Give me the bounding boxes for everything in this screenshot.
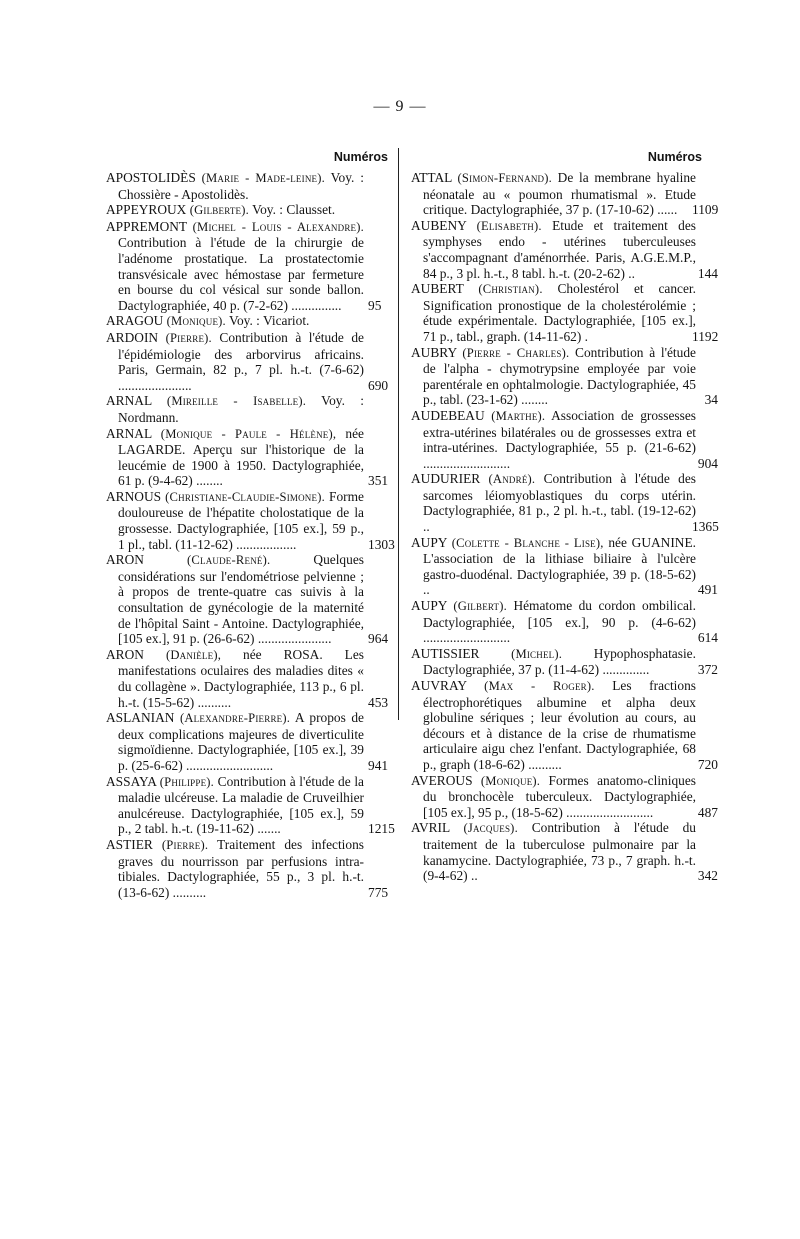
entry-name: AUVRAY: [411, 678, 467, 693]
column-divider: [398, 148, 399, 720]
entry-text: A propos de deux complications majeures de diverticulite sigmoïdienne. Dactylographiée, [105 ex.], 39 p. (25-6-62) ..........................: [118, 710, 364, 773]
index-entry: [106, 393, 364, 425]
entry-text: Hypophosphatasie. Dactylographiée, 37 p. (11-4-62) ..............: [423, 645, 696, 678]
entry-name: AUPY: [411, 534, 447, 550]
index-entry: [106, 646, 389, 710]
entry-forename: (Elisabeth).: [476, 218, 542, 233]
entry-forename: (Max - Roger).: [484, 679, 595, 693]
entry-name: AVEROUS: [411, 772, 473, 788]
index-entry: [411, 344, 718, 408]
right-column: [411, 148, 719, 884]
entry-name: APOSTOLIDÈS: [106, 170, 196, 185]
entry-text: Contribution à l'étude du traitement de la tuberculose pulmonaire par la kanamycine. Dactylographiée, 73 p., 7 graph. h.-t. (9-4-62) ..: [423, 820, 696, 884]
index-entry: [106, 710, 389, 773]
entry-forename: (Jacques).: [463, 821, 518, 836]
entry-name: ARNAL: [106, 425, 152, 441]
entry-text: Contribution à l'étude de la maladie ulcéreuse. La maladie de Cruveilhier anulcéreuse. Dactylographiée, [105 ex.], 59 p., 2 tabl. h.-t. (19-11-62) .......: [118, 773, 364, 837]
entry-forename: (Philippe).: [159, 774, 215, 789]
entry-name: APPREMONT: [106, 218, 187, 234]
index-entry: [411, 217, 718, 281]
entry-name: ASLANIAN: [106, 710, 175, 726]
index-entry: [106, 552, 389, 647]
entry-number: 491: [697, 582, 718, 598]
entry-text: Etude et traitement des symphyses endo - utérines tuberculeuses s'accompagnant d'aménorrhée. Paris, A.G.E.M.P., 84 p., 3 pl. h.-t., 8 tabl. h.-t. (20-2-62) ..: [423, 217, 696, 281]
entry-text: Voy. : Chossière - Apostolidès.: [118, 170, 364, 202]
index-entry: [106, 488, 395, 552]
index-entry: [106, 218, 382, 314]
entry-number: 904: [697, 455, 718, 471]
entry-forename: (Mireille - Isabelle).: [166, 394, 307, 409]
entry-forename: (André).: [488, 472, 536, 487]
index-entry: [411, 598, 718, 646]
entry-number: 34: [704, 392, 718, 408]
entry-text: De la membrane hyaline néonatale au « poumon rhumatismal ». Etude critique. Dactylographiée, 37 p. (17-10-62) ......: [423, 170, 696, 218]
page-number: — 9 —: [373, 98, 427, 115]
entry-name: ARAGOU: [106, 313, 164, 329]
entry-forename: (Gilberte).: [189, 203, 250, 218]
entry-name: ARON: [106, 552, 144, 568]
entry-number: 614: [697, 630, 718, 646]
entry-text: née GUANINE. L'association de la lithiase biliaire à l'ulcère gastro-duodénal. Dactylographiée, 39 p. (18-5-62) ..: [423, 534, 696, 598]
entry-number: 144: [697, 265, 718, 281]
entry-name: APPEYROUX: [106, 202, 187, 218]
entry-forename: (Pierre).: [165, 330, 212, 345]
entry-number: 1365: [692, 519, 719, 535]
entry-forename: (Monique).: [480, 773, 541, 788]
index-entry: [106, 170, 364, 202]
entry-text: Traitement des infections graves du nourrisson par perfusions intra-tibiales. Dactylographiée, 55 p., 3 pl. h.-t. (13-6-62) ..........: [118, 836, 364, 900]
entry-text: Forme douloureuse de l'hépatite cholostatique de la grossesse. Dactylographiée, [105 ex.], 59 p., 1 pl., tabl. (11-12-62) ..................: [118, 488, 364, 552]
entry-forename: (Danièle),: [165, 647, 222, 662]
entry-forename: (Monique).: [166, 314, 226, 329]
entry-number: 453: [368, 694, 389, 710]
entry-number: 1192: [692, 328, 719, 344]
entry-text: Cholestérol et cancer. Signification pronostique de la cholestérolémie ; étude expérimentale. Dactylographiée, [105 ex.], 71 p., tabl., graph. (14-11-62) .: [423, 281, 696, 344]
entry-number: 1109: [692, 202, 719, 218]
entry-number: 487: [697, 804, 718, 820]
entry-text: Voy. : Vicariot.: [229, 313, 310, 329]
left-column: [106, 148, 395, 900]
index-entry: [411, 772, 718, 821]
index-entry: [411, 407, 718, 471]
entry-text: Quelques considérations sur l'endométriose pelvienne ; à propos de trente-quatre cas suivis à la consultation de gynécologie de la maternité de l'hôpital Saint - Antoine. Dactylographiée, [105 ex.], 91 p. (26-6-62) ......................: [118, 552, 364, 647]
entry-number: 690: [368, 377, 389, 393]
entry-text: née LAGARDE. Aperçu sur l'historique de la leucémie de 1900 à 1950. Dactylographiée, 61 p. (9-4-62) ........: [118, 425, 364, 489]
entry-name: ARNOUS: [106, 488, 162, 504]
entry-text: Contribution à l'étude des sarcomes léiomyoblastiques du corps utérin. Dactylographiée, 81 p., 2 pl. h.-t., tabl. (19-12-62) ..: [423, 471, 696, 535]
left-entry-list: [106, 170, 395, 900]
entry-number: 372: [697, 662, 718, 678]
entry-name: AUBRY: [411, 344, 457, 360]
index-entry: [106, 329, 389, 393]
entry-forename: (Alexandre-Pierre).: [179, 711, 291, 726]
entry-text: Formes anatomo-cliniques du bronchocèle tuberculeux. Dactylographiée, [105 ex.], 95 p., (18-5-62) ..........................: [423, 772, 696, 820]
entry-forename: (Monique - Paule - Hélène),: [160, 426, 337, 441]
entry-forename: (Pierre - Charles).: [462, 345, 570, 360]
index-entry: [106, 773, 395, 837]
index-entry: [411, 281, 719, 344]
index-entry: [106, 425, 389, 489]
entry-forename: (Pierre).: [161, 837, 209, 852]
entry-text: Voy. : Nordmann.: [118, 393, 364, 425]
entry-forename: (Christiane-Claudie-Simone).: [165, 489, 325, 504]
index-entry: [411, 534, 718, 598]
entry-text: née ROSA. Les manifestations oculaires des maladies dites « du collagène ». Dactylographiée, 113 p., 6 pl. h.-t. (15-5-62) ..........: [118, 646, 364, 710]
index-entry: [411, 678, 718, 773]
entry-name: AUPY: [411, 598, 447, 614]
index-entry: [411, 471, 719, 535]
entry-text: Hématome du cordon ombilical. Dactylographiée, [105 ex.], 90 p. (4-6-62) ..........................: [423, 598, 696, 646]
entry-name: AUBERT: [411, 281, 464, 297]
index-entry: [106, 313, 364, 330]
entry-forename: (Claude-René).: [187, 553, 271, 568]
entry-name: ASTIER: [106, 836, 153, 852]
entry-text: Contribution à l'étude de l'alpha - chymotrypsine employée par voie parentérale en ophtalmologie. Dactylographiée, 45 p., tabl. (23-1-62) ........: [423, 344, 696, 408]
entry-forename: (Marthe).: [491, 408, 546, 423]
entry-forename: (Michel).: [511, 646, 563, 661]
entry-forename: (Gilbert).: [453, 599, 507, 614]
entry-name: AUTISSIER: [411, 645, 480, 661]
entry-number: 342: [697, 868, 718, 884]
entry-number: 720: [697, 756, 718, 772]
right-column-heading: Numéros: [647, 150, 702, 164]
entry-forename: (Simon-Fernand).: [457, 171, 552, 185]
entry-name: AVRIL: [411, 820, 450, 836]
index-entry: [411, 170, 719, 218]
entry-name: ARON: [106, 646, 144, 662]
entry-name: ARDOIN: [106, 329, 159, 345]
entry-number: 351: [368, 473, 389, 489]
entry-text: Contribution à l'étude de l'épidémiologie des arborvirus africains. Paris, Germain, 82 p., 7 pl. h.-t. (7-6-62) ......................: [118, 329, 364, 393]
index-entry: [106, 202, 364, 219]
entry-text: Voy. : Clausset.: [252, 202, 336, 218]
entry-text: Association de grossesses extra-utérines bilatérales ou de grossesses extra et intra-utérines. Dactylographiée, 55 p. (21-6-62) ..........................: [423, 407, 697, 471]
entry-forename: (Marie - Made-leine).: [201, 171, 325, 185]
entry-number: 775: [368, 884, 389, 900]
entry-name: AUBENY: [411, 217, 467, 233]
left-column-heading: Numéros: [333, 150, 388, 164]
entry-name: ATTAL: [411, 170, 452, 185]
entry-name: AUDEBEAU: [411, 407, 485, 423]
entry-number: 941: [368, 757, 389, 773]
right-entry-list: [411, 170, 719, 884]
entry-number: 964: [368, 631, 389, 647]
index-entry: [411, 820, 718, 884]
entry-name: AUDURIER: [411, 471, 481, 487]
index-entry: [106, 836, 389, 900]
entry-forename: (Michel - Louis - Alexandre).: [192, 219, 364, 234]
entry-name: ASSAYA: [106, 773, 157, 789]
entry-text: Contribution à l'étude de la chirurgie de l'adénome prostatique. La prostatectomie transvésicale avec hémostase par fermeture en bourse du col vésical sur sonde ballon. Dactylographiée, 40 p. (7-2-62) ...............: [118, 235, 364, 313]
entry-forename: (Colette - Blanche - Lise),: [451, 535, 604, 550]
entry-forename: (Christian).: [478, 282, 543, 297]
entry-number: 95: [368, 297, 382, 313]
entry-number: 1303: [368, 536, 395, 552]
entry-name: ARNAL: [106, 393, 152, 409]
index-entry: [411, 645, 718, 678]
entry-text: Les fractions électrophorétiques albumine et alpha deux globuline sériques ; leur évolution au cours, au décours et à distance de la crise de rhumatisme articulaire aigu chez l'enfant. Dactylographiée, 68 p., graph (18-6-62) ..........: [423, 678, 696, 772]
entry-number: 1215: [368, 821, 395, 837]
